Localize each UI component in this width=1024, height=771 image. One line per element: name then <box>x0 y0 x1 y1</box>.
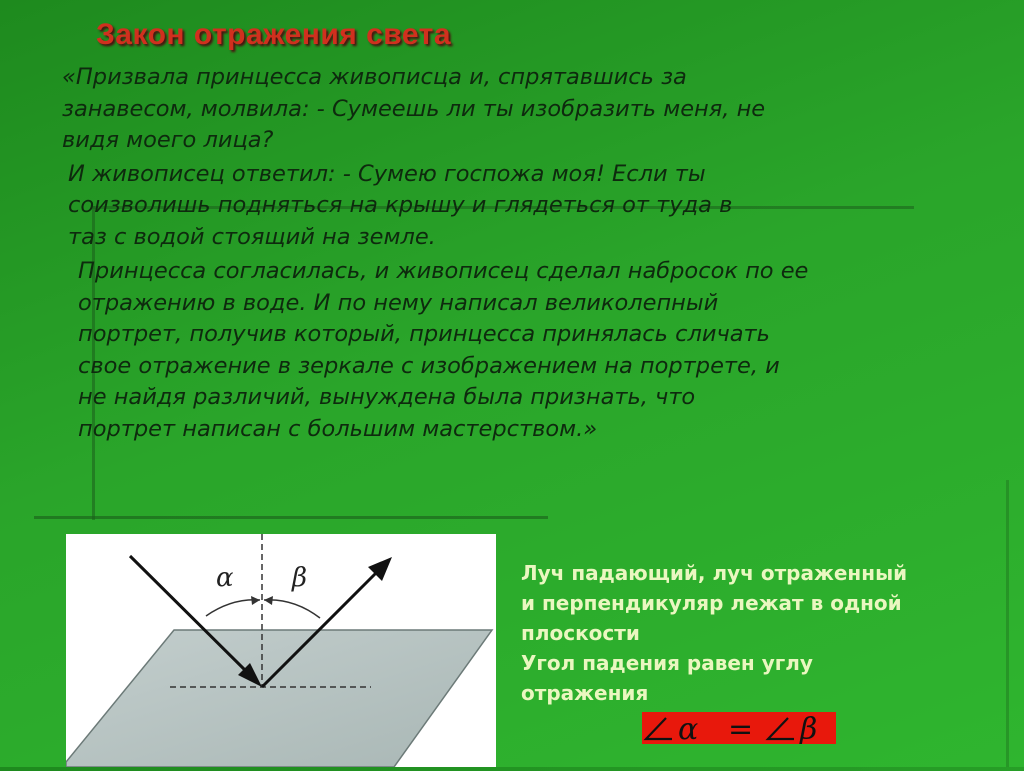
angle-alpha-arrowhead <box>251 596 260 605</box>
story-paragraph-1: «Призвала принцесса живописца и, спрятавшись за занавесом, молвила: - Сумеешь ли ты изобразить меня, не видя моего лица? <box>62 64 766 153</box>
law-line-1: Луч падающий, луч отраженный <box>521 561 908 585</box>
angle-alpha-label: α <box>216 563 234 593</box>
law-line-3: плоскости <box>521 621 640 645</box>
law-line-5: отражения <box>521 681 649 705</box>
law-line-4: Угол падения равен углу <box>521 651 813 675</box>
slide-title: Закон отражения света <box>96 18 452 51</box>
formula-alpha: α <box>678 712 699 744</box>
angle-symbol-left <box>646 718 672 739</box>
angle-equality-formula <box>642 712 836 744</box>
formula-equals: = <box>728 712 754 744</box>
formula-svg <box>642 712 836 744</box>
story-text <box>60 62 920 445</box>
reflection-diagram <box>66 534 496 767</box>
law-line-2: и перпендикуляр лежат в одной <box>521 591 902 615</box>
mirror-plane <box>66 630 492 767</box>
story-paragraph-3: Принцесса согласилась, и живописец сделал набросок по ее отражению в воде. И по нему написал великолепный портрет, получив который, принцесса принялась сличать свое отражение в зеркале с изображением на портрете, и не найдя различий, вынуждена была признать, что портрет написан с большим мастерством.» <box>78 258 809 442</box>
angle-beta-arrowhead <box>264 596 273 605</box>
formula-beta: β <box>800 712 818 744</box>
frame-line-middle <box>34 516 548 519</box>
angle-beta-label: β <box>292 563 308 593</box>
reflection-diagram-svg <box>66 534 496 767</box>
angle-symbol-right <box>768 718 794 739</box>
story-paragraph-2: И живописец ответил: - Сумею госпожа моя! Если ты соизволишь подняться на крышу и глядеться от туда в таз с водой стоящий на земле. <box>68 160 733 250</box>
angle-beta-arc <box>264 600 320 618</box>
reflection-law-text <box>521 558 1021 708</box>
